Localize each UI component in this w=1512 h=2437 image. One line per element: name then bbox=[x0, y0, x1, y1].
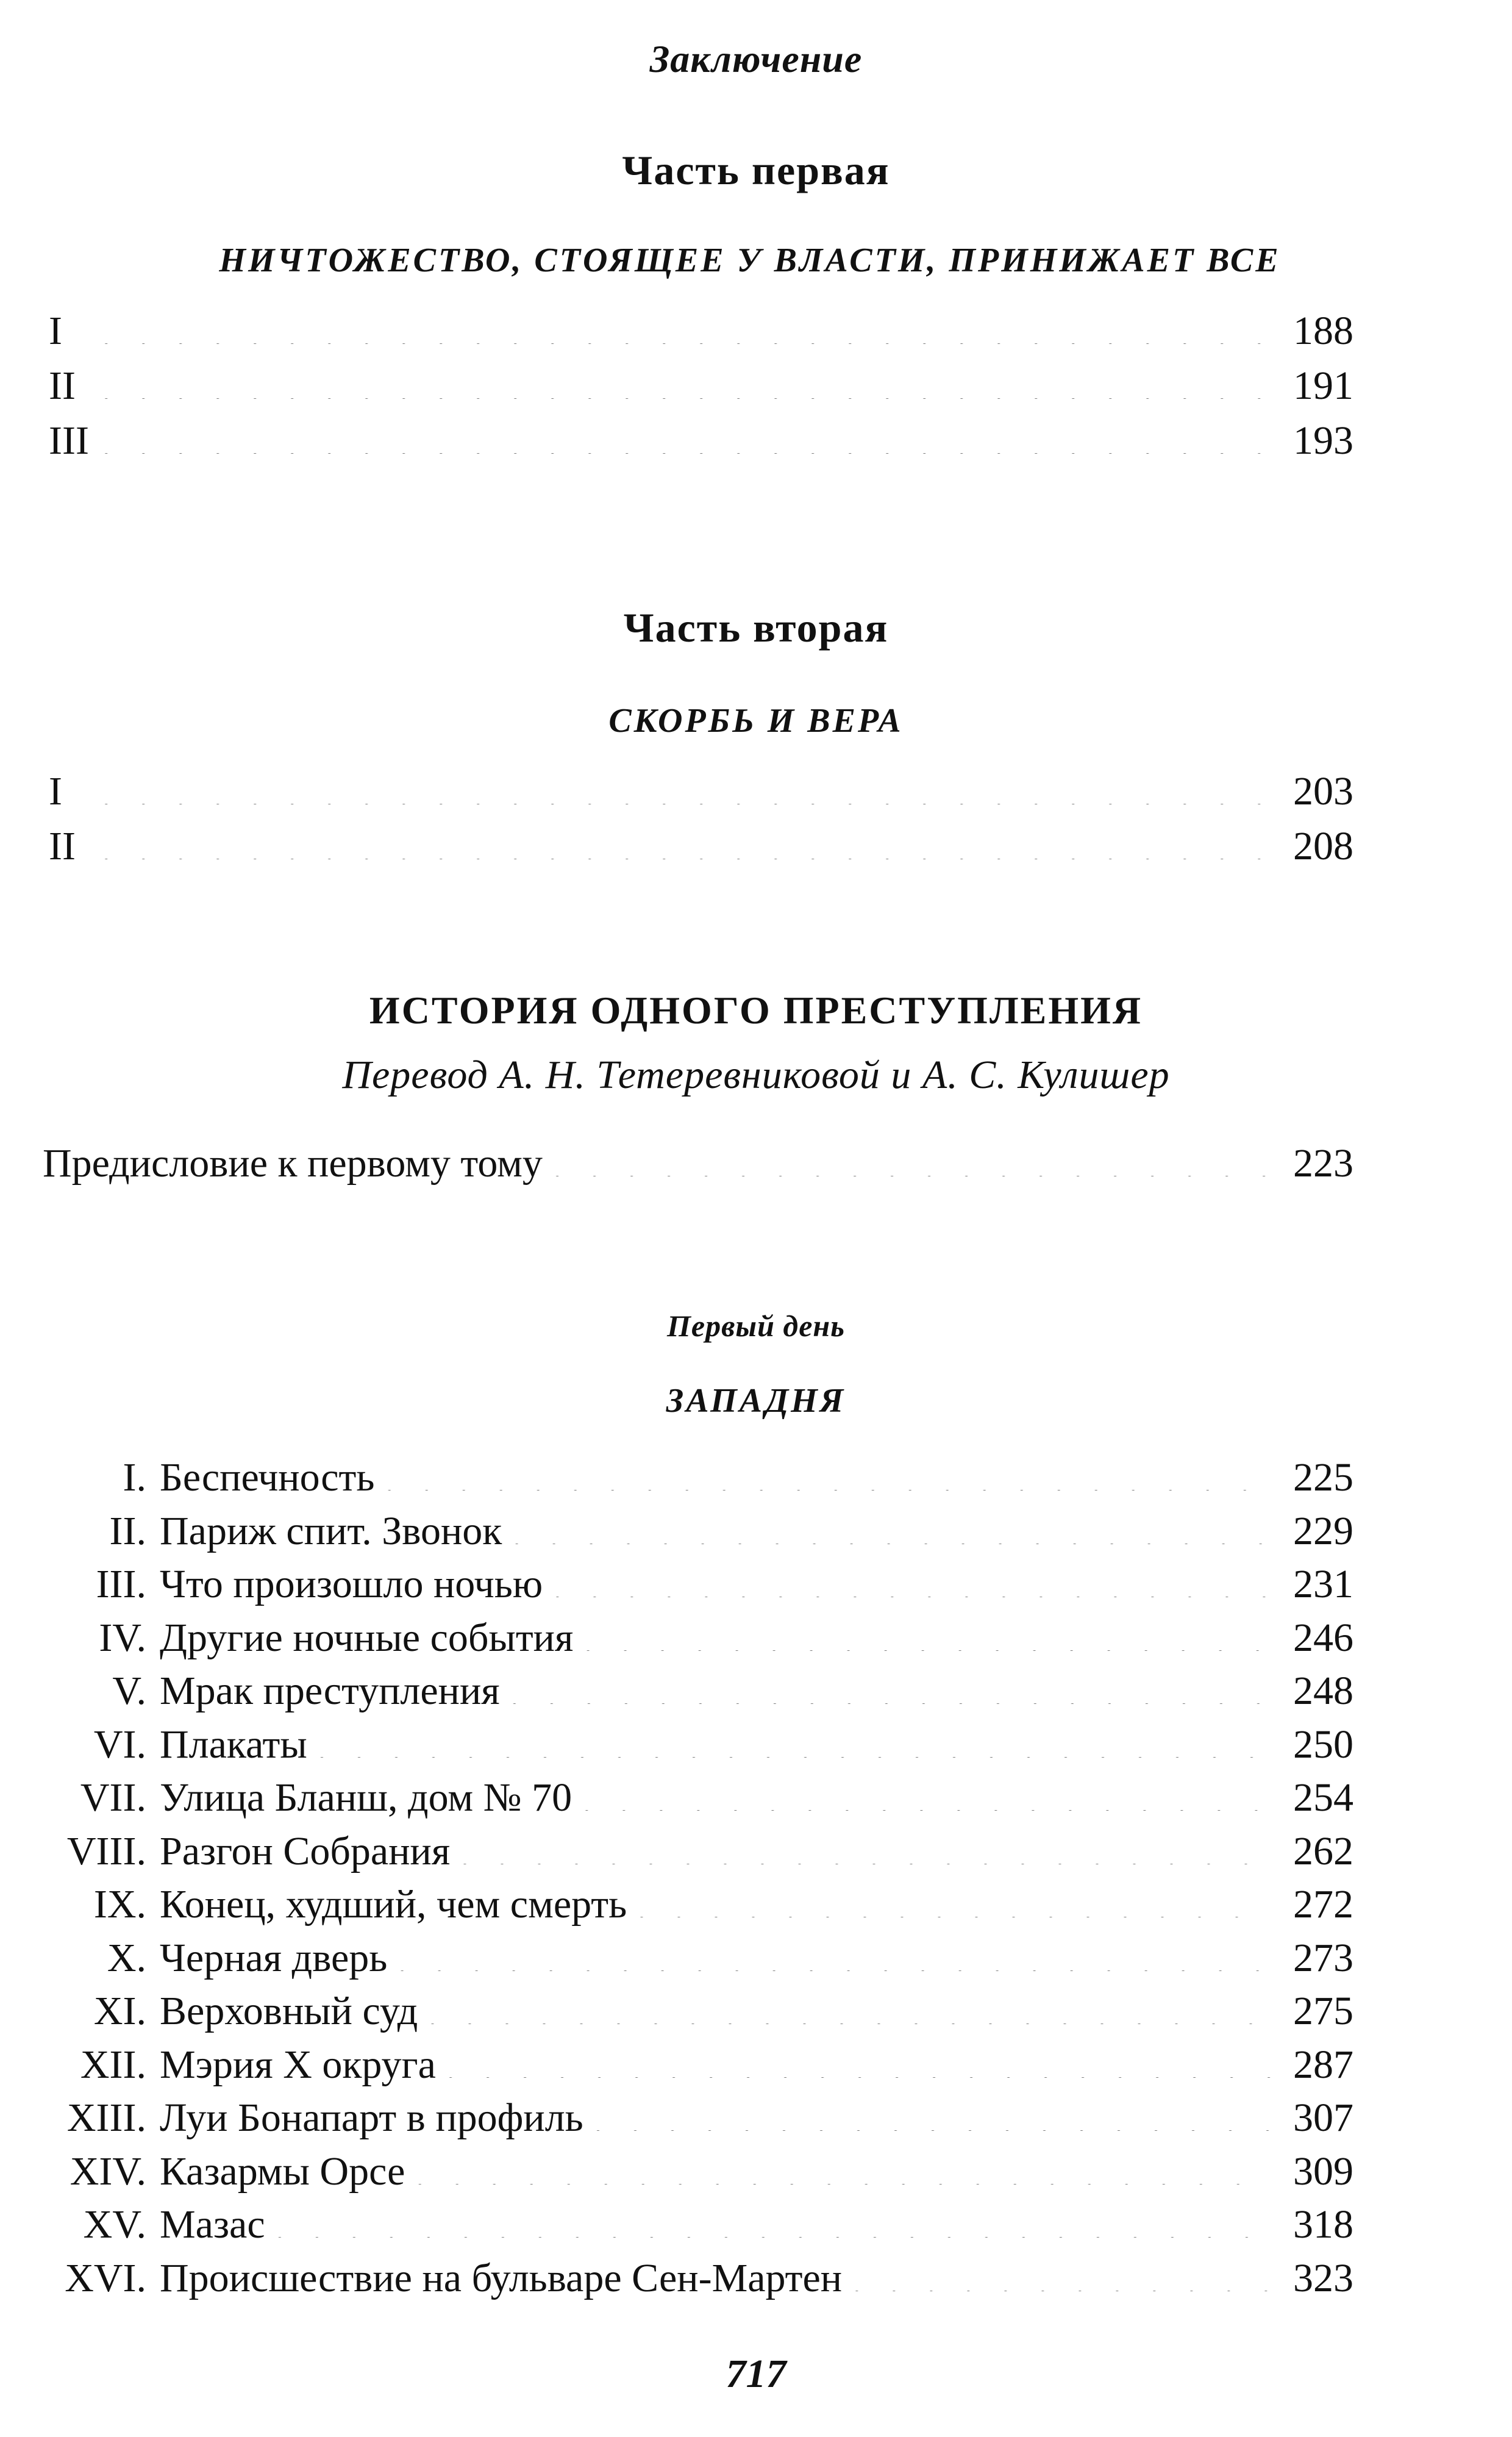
day1-subtitle: ЗАПАДНЯ bbox=[666, 1382, 846, 1420]
chapter-number: XIII. bbox=[66, 2095, 146, 2140]
chapter-page: 254 bbox=[1293, 1775, 1353, 1820]
chapter-number: IV. bbox=[99, 1615, 146, 1660]
chapter-entry bbox=[43, 1935, 1353, 1984]
chapter-title: Происшествие на бульваре Сен-Мартен bbox=[160, 2255, 843, 2300]
entry-number: I bbox=[49, 769, 62, 814]
chapter-entry bbox=[43, 2255, 1353, 2304]
chapter-title: Мрак преступления bbox=[160, 1669, 500, 1713]
chapter-number: X. bbox=[107, 1935, 146, 1980]
chapter-number: VI. bbox=[93, 1722, 146, 1767]
dot-leader bbox=[552, 1146, 1271, 1176]
toc-entry bbox=[49, 418, 1353, 467]
chapter-entry bbox=[43, 1828, 1353, 1877]
chapter-entry bbox=[43, 2042, 1353, 2091]
chapter-page: 307 bbox=[1293, 2095, 1353, 2140]
translator-credit: Перевод А. Н. Тетеревниковой и А. С. Кулишер bbox=[342, 1053, 1170, 1097]
toc-entry bbox=[49, 823, 1353, 872]
dot-leader bbox=[101, 313, 1271, 344]
entry-number: II bbox=[49, 824, 76, 868]
chapter-title: Верховный суд bbox=[160, 1989, 418, 2033]
dot-leader bbox=[446, 2047, 1271, 2078]
entry-number: III bbox=[49, 418, 89, 463]
chapter-entry bbox=[43, 2149, 1353, 2197]
chapter-page: 272 bbox=[1293, 1882, 1353, 1927]
chapter-page: 323 bbox=[1293, 2255, 1353, 2300]
chapter-entry bbox=[43, 1615, 1353, 1664]
dot-leader bbox=[552, 1567, 1271, 1597]
chapter-title: Париж спит. Звонок bbox=[160, 1508, 502, 1553]
chapter-number: XI. bbox=[93, 1989, 146, 2033]
chapter-page: 231 bbox=[1293, 1562, 1353, 1606]
chapter-entry bbox=[43, 1508, 1353, 1557]
part1-subtitle: НИЧТОЖЕСТВО, СТОЯЩЕЕ У ВЛАСТИ, ПРИНИЖАЕТ ВСЕ bbox=[219, 242, 1281, 279]
chapter-page: 309 bbox=[1293, 2149, 1353, 2194]
chapter-number: XVI. bbox=[65, 2255, 146, 2300]
chapter-title: Луи Бонапарт в профиль bbox=[160, 2095, 583, 2140]
dot-leader bbox=[637, 1887, 1271, 1917]
dot-leader bbox=[593, 2100, 1271, 2131]
chapter-page: 273 bbox=[1293, 1935, 1353, 1980]
chapter-entry bbox=[43, 1455, 1353, 1503]
chapter-number: VII. bbox=[80, 1775, 146, 1820]
entry-number: I bbox=[49, 309, 62, 353]
chapter-number: II. bbox=[109, 1508, 146, 1553]
chapter-entry bbox=[43, 1561, 1353, 1610]
chapter-page: 318 bbox=[1293, 2202, 1353, 2247]
page-number: 717 bbox=[726, 2352, 786, 2396]
chapter-page: 250 bbox=[1293, 1722, 1353, 1767]
dot-leader bbox=[427, 1994, 1271, 2024]
chapter-entry bbox=[43, 2202, 1353, 2250]
section-title-conclusion: Заключение bbox=[649, 37, 863, 81]
chapter-entry bbox=[43, 2095, 1353, 2144]
part1-heading: Часть первая bbox=[622, 147, 890, 193]
entry-page: 193 bbox=[1293, 418, 1353, 463]
chapter-page: 248 bbox=[1293, 1669, 1353, 1713]
day1-heading: Первый день bbox=[666, 1309, 846, 1343]
entry-page: 203 bbox=[1293, 769, 1353, 814]
chapter-title: Беспечность bbox=[160, 1455, 375, 1500]
chapter-entry bbox=[43, 1881, 1353, 1930]
chapter-page: 246 bbox=[1293, 1615, 1353, 1660]
chapter-title: Разгон Собрания bbox=[160, 1828, 451, 1873]
chapter-number: XII. bbox=[80, 2042, 146, 2087]
chapter-page: 225 bbox=[1293, 1455, 1353, 1500]
chapter-number: V. bbox=[112, 1669, 146, 1713]
dot-leader bbox=[101, 774, 1271, 804]
chapter-number: XV. bbox=[83, 2202, 146, 2247]
chapter-title: Другие ночные события bbox=[160, 1615, 574, 1660]
chapter-number: VIII. bbox=[66, 1828, 146, 1873]
dot-leader bbox=[460, 1834, 1271, 1864]
toc-entry bbox=[49, 363, 1353, 412]
entry-page: 191 bbox=[1293, 363, 1353, 408]
chapter-title: Улица Бланш, дом № 70 bbox=[160, 1775, 572, 1820]
chapter-number: IX. bbox=[93, 1882, 146, 1927]
chapter-entry bbox=[43, 1668, 1353, 1717]
chapter-title: Что произошло ночью bbox=[160, 1562, 543, 1606]
dot-leader bbox=[101, 368, 1271, 399]
work-title: ИСТОРИЯ ОДНОГО ПРЕСТУПЛЕНИЯ bbox=[369, 989, 1143, 1032]
chapter-number: XIV. bbox=[70, 2149, 146, 2194]
chapter-title: Мэрия X округа bbox=[160, 2042, 436, 2087]
chapter-entry bbox=[43, 1988, 1353, 2037]
dot-leader bbox=[583, 1620, 1271, 1651]
chapter-title: Конец, худший, чем смерть bbox=[160, 1882, 627, 1927]
part2-heading: Часть вторая bbox=[623, 604, 889, 651]
dot-leader bbox=[317, 1727, 1271, 1758]
dot-leader bbox=[275, 2207, 1271, 2238]
dot-leader bbox=[512, 1514, 1271, 1544]
chapter-title: Казармы Орсе bbox=[160, 2149, 405, 2194]
dot-leader bbox=[852, 2261, 1271, 2291]
part2-subtitle: СКОРБЬ И ВЕРА bbox=[608, 702, 904, 740]
entry-page: 188 bbox=[1293, 309, 1353, 353]
toc-entry-preface bbox=[43, 1140, 1353, 1189]
dot-leader bbox=[510, 1673, 1271, 1704]
entry-page: 223 bbox=[1293, 1141, 1353, 1186]
entry-label: Предисловие к первому тому bbox=[43, 1141, 543, 1186]
chapter-title: Мазас bbox=[160, 2202, 265, 2247]
chapter-page: 262 bbox=[1293, 1828, 1353, 1873]
dot-leader bbox=[101, 829, 1271, 859]
chapter-title: Плакаты bbox=[160, 1722, 307, 1767]
dot-leader bbox=[397, 1941, 1271, 1971]
dot-leader bbox=[582, 1780, 1271, 1811]
chapter-title: Черная дверь bbox=[160, 1935, 388, 1980]
entry-number: II bbox=[49, 363, 76, 408]
chapter-entry bbox=[43, 1722, 1353, 1770]
dot-leader bbox=[101, 423, 1271, 454]
toc-entry bbox=[49, 768, 1353, 817]
chapter-page: 275 bbox=[1293, 1989, 1353, 2033]
entry-page: 208 bbox=[1293, 824, 1353, 868]
chapter-page: 229 bbox=[1293, 1508, 1353, 1553]
dot-leader bbox=[415, 2154, 1271, 2185]
chapter-number: III. bbox=[96, 1562, 146, 1606]
toc-entry bbox=[49, 308, 1353, 357]
chapter-entry bbox=[43, 1775, 1353, 1823]
chapter-page: 287 bbox=[1293, 2042, 1353, 2087]
dot-leader bbox=[385, 1460, 1271, 1490]
chapter-number: I. bbox=[123, 1455, 146, 1500]
